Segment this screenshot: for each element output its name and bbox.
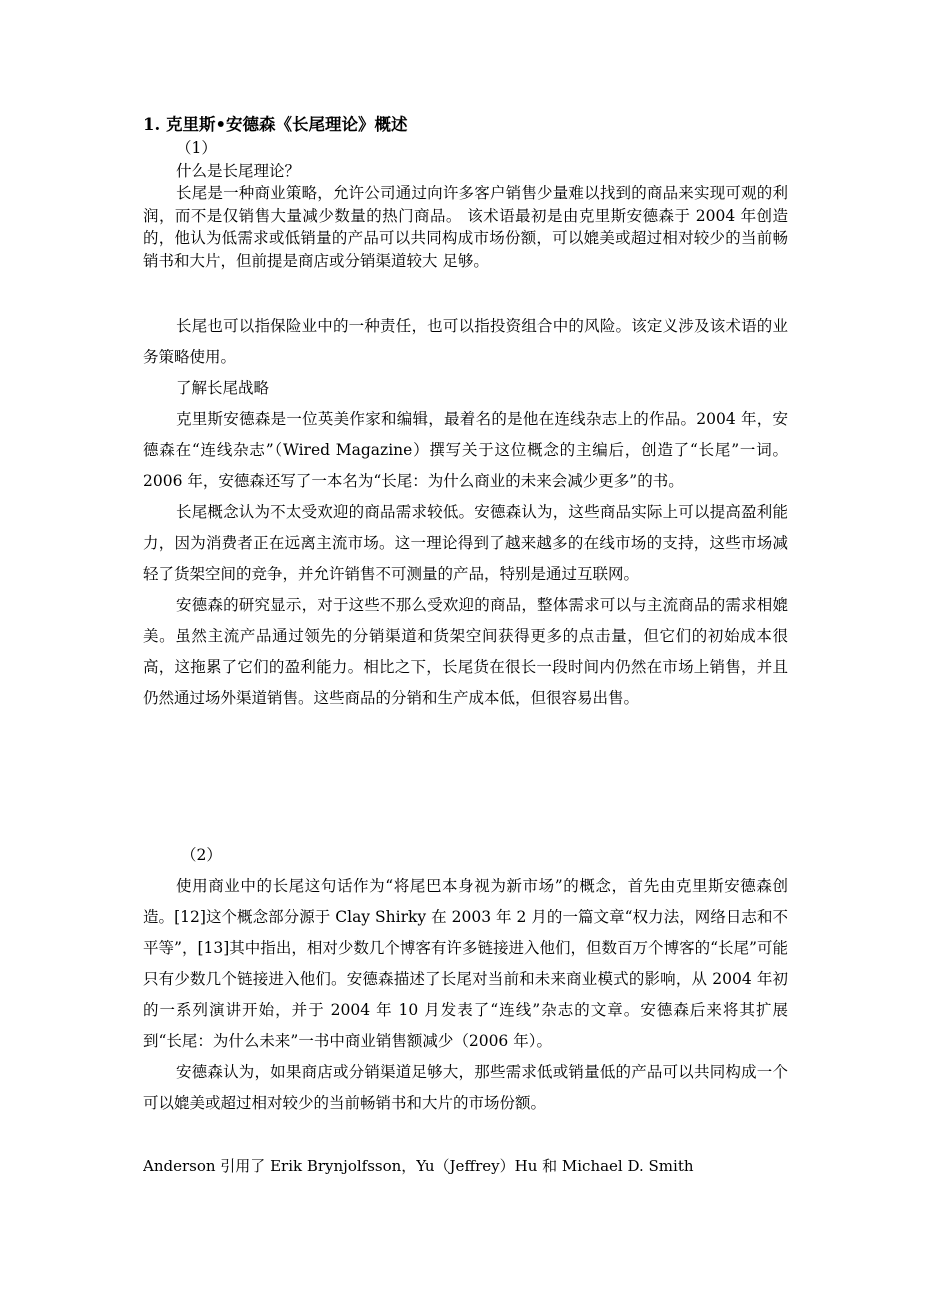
part1-section bbox=[143, 137, 788, 272]
part1-question: 什么是长尾理论？ bbox=[176, 161, 301, 180]
part2-body bbox=[143, 871, 788, 1119]
part2-last-line: Anderson 引用了 Erik Brynjolfsson，Yu（Jeffrey）Hu 和 Michael D. Smith bbox=[143, 1157, 694, 1175]
part1-label: （1） bbox=[176, 139, 217, 157]
part1-paragraph-2: 长尾也可以指保险业中的一种责任，也可以指投资组合中的风险。该定义涉及该术语的业务策略使用。 bbox=[143, 317, 788, 366]
part2-label: （2） bbox=[181, 846, 222, 864]
part1-paragraph-4: 长尾概念认为不太受欢迎的商品需求较低。安德森认为，这些商品实际上可以提高盈利能力，因为消费者正在远离主流市场。这一理论得到了越来越多的在线市场的支持，这些市场减轻了货架空间的竞争，并允许销售不可测量的产品，特别是通过互联网。 bbox=[143, 503, 788, 583]
part1-paragraph-1: 长尾是一种商业策略，允许公司通过向许多客户销售少量难以找到的商品来实现可观的利润，而不是仅销售大量减少数量的热门商品。 该术语最初是由克里斯安德森于 2004 年创造的，他认为低需求或低销量的产品可以共同构成市场份额，可以媲美或超过相对较少的当前畅销书和大片，但前提是商店或分销渠道较大 足够。 bbox=[143, 184, 788, 270]
document-heading: 1. 克里斯•安德森《长尾理论》概述 bbox=[143, 115, 408, 134]
part2-paragraph-2: 安德森认为，如果商店或分销渠道足够大，那些需求低或销量低的产品可以共同构成一个可以媲美或超过相对较少的当前畅销书和大片的市场份额。 bbox=[143, 1063, 788, 1112]
part1-body bbox=[143, 311, 788, 714]
part1-subheading: 了解长尾战略 bbox=[176, 379, 270, 397]
part1-paragraph-3: 克里斯安德森是一位英美作家和编辑，最着名的是他在连线杂志上的作品。2004 年，安德森在“连线杂志”（Wired Magazine）撰写关于这位概念的主编后，创造了“长尾”一词。 2006 年，安德森还写了一本名为“长尾：为什么商业的未来会减少更多”的书。 bbox=[143, 410, 788, 490]
part2-paragraph-1: 使用商业中的长尾这句话作为“将尾巴本身视为新市场”的概念，首先由克里斯安德森创造。[12]这个概念部分源于 Clay Shirky 在 2003 年 2 月的一篇文章“权力法，网络日志和不平等”，[13]其中指出，相对少数几个博客有许多链接进入他们，但数百万个博客的“长尾”可能只有少数几个链接进入他们。安德森描述了长尾对当前和未来商业模式的影响，从 2004 年初的一系列演讲开始，并于 2004 年 10 月发表了“连线”杂志的文章。安德森后来将其扩展到“长尾：为什么未来”一书中商业销售额减少（2006 年）。 bbox=[143, 877, 788, 1050]
part1-paragraph-5: 安德森的研究显示，对于这些不那么受欢迎的商品，整体需求可以与主流商品的需求相媲美。虽然主流产品通过领先的分销渠道和货架空间获得更多的点击量，但它们的初始成本很高，这拖累了它们的盈利能力。相比之下，长尾货在很长一段时间内仍然在市场上销售，并且仍然通过场外渠道销售。这些商品的分销和生产成本低，但很容易出售。 bbox=[143, 596, 788, 707]
